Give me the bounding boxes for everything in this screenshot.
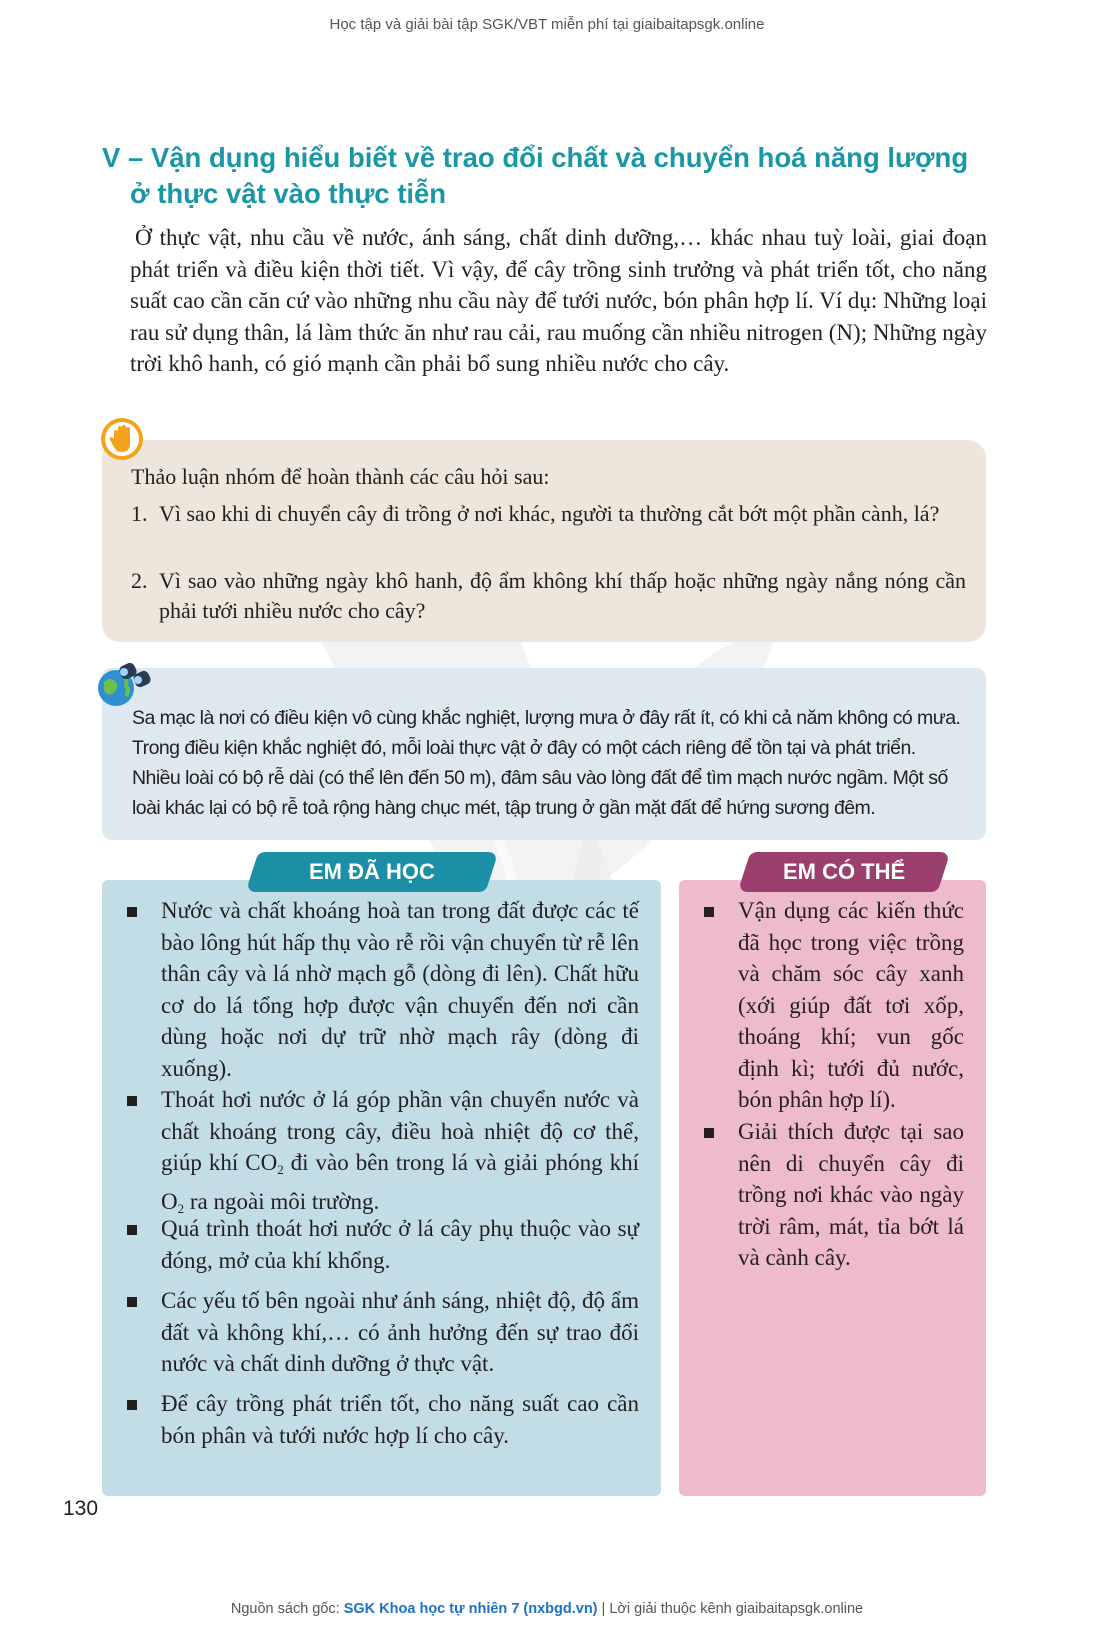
learned-item-text: đi vào bên trong lá và giải phóng khí O <box>161 1150 639 1214</box>
discussion-question-1 <box>131 499 966 529</box>
learned-item-text: Thoát hơi nước ở lá góp phần vận chuyển nước và chất khoáng trong cây, điều hoà nhiệt độ cơ thể, giúp khí CO <box>161 1087 639 1175</box>
learned-item-text: ra ngoài môi trường. <box>184 1188 380 1214</box>
can-do-item: Vận dụng các kiến thức đã học trong việc trồng và chăm sóc cây xanh (xới giúp đất tơi xốp, thoáng khí; vun gốc định kì; tưới đủ nước, bón phân hợp lí). <box>738 895 964 1116</box>
can-do-tab-label: EM CÓ THỂ <box>782 859 906 884</box>
top-banner: Học tập và giải bài tập SGK/VBT miễn phí tại giaibaitapsgk.online <box>329 16 765 33</box>
section-title-line1: V – Vận dụng hiểu biết về trao đổi chất và chuyển hoá năng lượng <box>102 142 969 173</box>
section-title-line2: ở thực vật vào thực tiễn <box>130 178 447 209</box>
can-do-item: Giải thích được tại sao nên di chuyển cây đi trồng nơi khác vào ngày trời râm, mát, tỉa bớt lá và cành cây. <box>738 1116 964 1274</box>
learned-item <box>161 1084 639 1224</box>
learned-item: Quá trình thoát hơi nước ở lá cây phụ thuộc vào sự đóng, mở của khí khổng. <box>161 1213 639 1276</box>
intro-paragraph: Ở thực vật, nhu cầu về nước, ánh sáng, chất dinh dưỡng,… khác nhau tuỳ loài, giai đoạn phát triển và điều kiện thời tiết. Vì vậy, để cây trồng sinh trưởng và phát triển tốt, cho năng suất cao cần căn cứ vào những nhu cầu này để tưới nước, bón phân hợp lí. Ví dụ: Những loại rau sử dụng thân, lá làm thức ăn như rau cải, rau muống cần nhiều nitrogen (N); Những ngày trời khô hanh, có gió mạnh cần phải bổ sung nhiều nước cho cây. <box>130 225 987 376</box>
discussion-question-2 <box>131 566 966 626</box>
learned-tab <box>246 852 499 892</box>
subscript: 2 <box>277 1162 284 1177</box>
footer <box>0 1601 1094 1617</box>
raised-hand-icon <box>100 417 144 461</box>
question-number: 1. <box>131 501 148 526</box>
can-do-tab <box>738 852 951 892</box>
question-text: Vì sao vào những ngày khô hanh, độ ẩm không khí thấp hoặc những ngày nắng nóng cần phải tưới nhiều nước cho cây? <box>159 568 966 623</box>
question-number: 2. <box>131 568 148 593</box>
subscript: 2 <box>177 1200 185 1216</box>
footer-source-link[interactable]: SGK Khoa học tự nhiên 7 (nxbgd.vn) <box>343 1601 598 1617</box>
page-number: 130 <box>63 1497 99 1520</box>
discussion-lead: Thảo luận nhóm để hoàn thành các câu hỏi sau: <box>131 464 550 489</box>
binoculars-globe-icon <box>96 660 154 708</box>
question-text: Vì sao khi di chuyển cây đi trồng ở nơi khác, người ta thường cắt bớt một phần cành, lá? <box>159 501 940 526</box>
footer-suffix: | Lời giải thuộc kênh giaibaitapsgk.online <box>597 1601 864 1617</box>
section-title <box>102 140 1002 212</box>
info-text: Sa mạc là nơi có điều kiện vô cùng khắc nghiệt, lượng mưa ở đây rất ít, có khi cả năm không có mưa. Trong điều kiện khắc nghiệt đó, mỗi loài thực vật ở đây có một cách riêng để tồn tại và phát triển. Nhiều loài có bộ rễ dài (có thể lên đến 50 m), đâm sâu vào lòng đất để tìm mạch nước ngầm. Một số loài khác lại có bộ rễ toả rộng hàng chục mét, tập trung ở gần mặt đất để hứng sương đêm. <box>132 707 961 819</box>
learned-item: Các yếu tố bên ngoài như ánh sáng, nhiệt độ, độ ẩm đất và không khí,… có ảnh hưởng đến sự trao đổi nước và chất dinh dưỡng ở thực vật. <box>161 1285 639 1380</box>
learned-tab-label: EM ĐÃ HỌC <box>309 859 435 884</box>
footer-prefix: Nguồn sách gốc: <box>230 1601 344 1617</box>
learned-item: Nước và chất khoáng hoà tan trong đất được các tế bào lông hút hấp thụ vào rễ rồi vận chuyển từ rễ lên thân cây và lá nhờ mạch gỗ (dòng đi lên). Chất hữu cơ do lá tổng hợp được vận chuyển đến nơi cần dùng hoặc nơi dự trữ nhờ mạch rây (dòng đi xuống). <box>161 895 639 1084</box>
learned-item: Để cây trồng phát triển tốt, cho năng suất cao cần bón phân và tưới nước hợp lí cho cây. <box>161 1388 639 1451</box>
